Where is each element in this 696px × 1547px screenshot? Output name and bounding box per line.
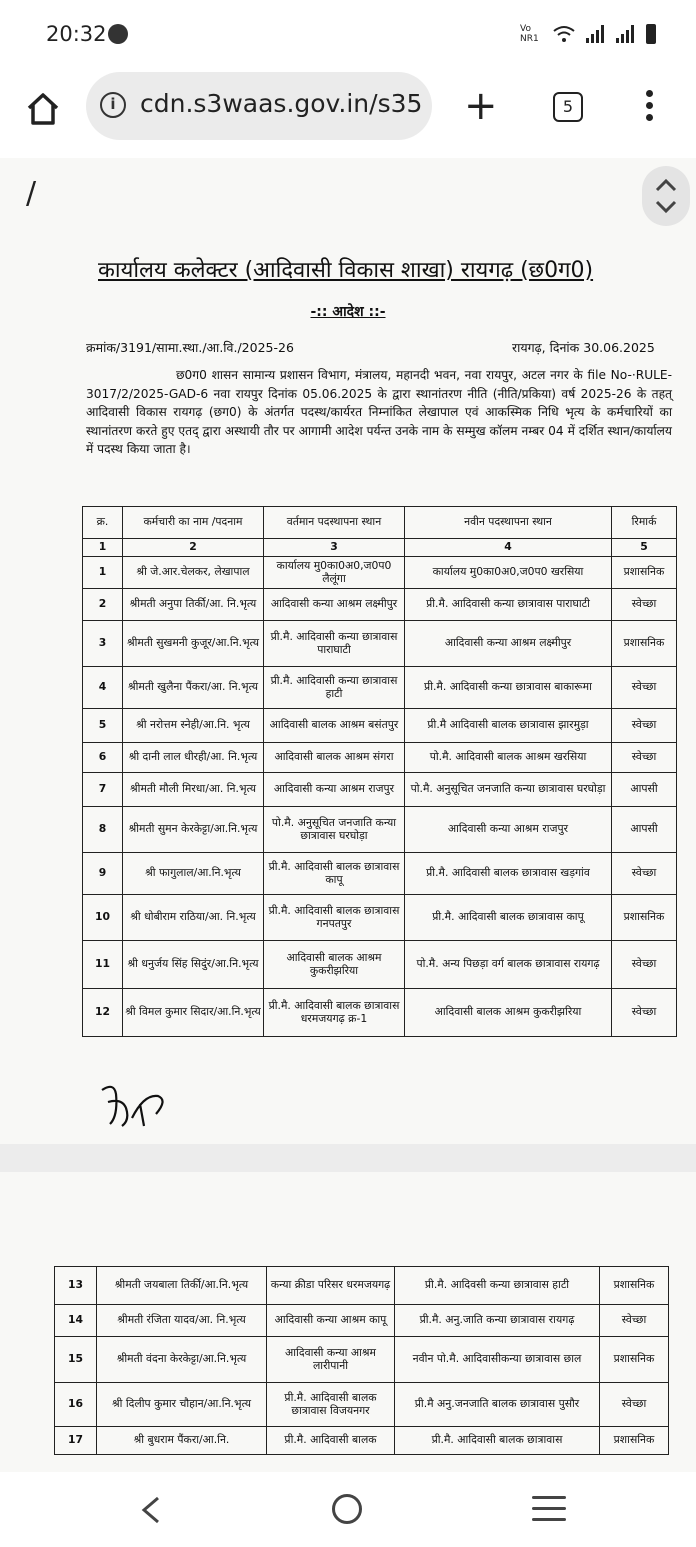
header-cell: नवीन पदस्थापना स्थान: [405, 507, 612, 539]
table-cell: श्री नरोत्तम स्नेही/आ.नि. भृत्य: [123, 709, 264, 743]
table-row: [83, 853, 677, 895]
table-cell: स्वेच्छा: [600, 1305, 669, 1337]
order-body-text: छ0ग0 शासन सामान्य प्रशासन विभाग, मंत्रालय, महानदी भवन, नवा रायपुर, अटल नगर के file No-·RULE-3017/2/2025-GAD-6 नवा रायपुर दिनांक 05.06.2025 के द्वारा स्थानांतरण नीति (नीति/प्रकिया) वर्ष 2025-26 के तहत् आदिवासी विकास रायगढ़ (छग0) के अंतर्गत पदस्थ/कार्यरत निम्नांकित लेखापाल एवं आकस्मिक निधि भृत्य के कर्मचारियों का स्थानांतरण करते हुए एतद् द्वारा अस्थायी तौर पर आगामी आदेश पर्यन्त उनके नाम के सम्मुख कॉलम नम्बर 04 में दर्शित स्थान/कार्यालय में पदस्थ किया जाता है।: [86, 368, 672, 457]
table-cell: 11: [83, 941, 123, 989]
clock: 20:32: [46, 22, 107, 46]
table-cell: श्रीमती जयबाला तिर्की/आ.नि.भृत्य: [97, 1267, 267, 1305]
table-cell: प्रशासनिक: [612, 895, 677, 941]
column-number: 2: [123, 539, 264, 557]
table-cell: 15: [55, 1337, 97, 1383]
table-row: [83, 557, 677, 589]
header-cell: क्र.: [83, 507, 123, 539]
table-cell: आदिवासी बालक आश्रम कुकरीझरिया: [264, 941, 405, 989]
table-cell: आपसी: [612, 807, 677, 853]
table-row: [55, 1267, 669, 1305]
table-cell: प्रशासनिक: [600, 1267, 669, 1305]
table-cell: श्रीमती अनुपा तिर्की/आ. नि.भृत्य: [123, 589, 264, 621]
table-cell: प्री.मै. आदिवासी बालक छात्रावास कापू: [405, 895, 612, 941]
table-cell: आदिवासी कन्या आश्रम लक्ष्मीपुर: [264, 589, 405, 621]
address-bar[interactable]: [86, 72, 432, 140]
recent-apps-icon[interactable]: [532, 1496, 566, 1522]
battery-icon: [646, 24, 656, 44]
table-cell: आपसी: [612, 773, 677, 807]
table-cell: 3: [83, 621, 123, 667]
status-bar: [0, 0, 696, 70]
url-text[interactable]: cdn.s3waas.gov.in/s35: [140, 89, 423, 118]
table-cell: प्री.मै. आदिवासी कन्या छात्रावास हाटी: [264, 667, 405, 709]
table-cell: श्रीमती मौली मिरधा/आ. नि.भृत्य: [123, 773, 264, 807]
table-cell: प्री.मै. अनु.जाति कन्या छात्रावास रायगढ़: [395, 1305, 600, 1337]
table-cell: कन्या क्रीडा परिसर धरमजयगढ़: [267, 1267, 395, 1305]
signal-icon-2: [616, 25, 636, 43]
signature: [96, 1074, 186, 1134]
table-row: [83, 941, 677, 989]
table-cell: पो.मै. आदिवासी बालक आश्रम खरसिया: [405, 743, 612, 773]
table-cell: पो.मै. अन्य पिछड़ा वर्ग बालक छात्रावास रायगढ़: [405, 941, 612, 989]
header-cell: वर्तमान पदस्थापना स्थान: [264, 507, 405, 539]
table-cell: प्रशासनिक: [600, 1337, 669, 1383]
table-cell: आदिवासी कन्या आश्रम कापू: [267, 1305, 395, 1337]
table-cell: स्वेच्छा: [612, 989, 677, 1037]
table-cell: 12: [83, 989, 123, 1037]
table-cell: स्वेच्छा: [612, 743, 677, 773]
table-cell: आदिवासी बालक आश्रम संगरा: [264, 743, 405, 773]
column-number: 1: [83, 539, 123, 557]
column-number-row: [83, 539, 677, 557]
table-cell: श्री फागुलाल/आ.नि.भृत्य: [123, 853, 264, 895]
table-cell: 7: [83, 773, 123, 807]
table-cell: 8: [83, 807, 123, 853]
table-cell: प्री.मै. आदिवासी बालक छात्रावास गनपतपुर: [264, 895, 405, 941]
table-row: [55, 1427, 669, 1455]
table-cell: स्वेच्छा: [612, 667, 677, 709]
table-cell: आदिवासी कन्या आश्रम राजपुर: [264, 773, 405, 807]
table-cell: स्वेच्छा: [612, 941, 677, 989]
table-cell: श्री दिलीप कुमार चौहान/आ.नि.भृत्य: [97, 1383, 267, 1427]
table-cell: श्रीमती खुलैना पैंकरा/आ. नि.भृत्य: [123, 667, 264, 709]
wifi-icon: [552, 24, 576, 44]
table-cell: आदिवासी कन्या आश्रम लक्ष्मीपुर: [405, 621, 612, 667]
reference-number: क्रमांक/3191/सामा.स्था./आ.वि./2025-26: [86, 340, 294, 355]
table-cell: श्री विमल कुमार सिदार/आ.नि.भृत्य: [123, 989, 264, 1037]
table-cell: आदिवासी बालक आश्रम बसंतपुर: [264, 709, 405, 743]
table-cell: 2: [83, 589, 123, 621]
table-cell: प्री.मै अनु.जनजाति बालक छात्रावास पुसौर: [395, 1383, 600, 1427]
browser-toolbar: [0, 70, 696, 159]
table-cell: श्रीमती रंजिता यादव/आ. नि.भृत्य: [97, 1305, 267, 1337]
table-header-row: [83, 507, 677, 539]
back-icon[interactable]: [138, 1494, 164, 1526]
table-cell: प्रशासनिक: [612, 557, 677, 589]
table-cell: प्री.मै. आदिवासी बालक छात्रावास: [395, 1427, 600, 1455]
order-title: -:: आदेश ::-: [310, 304, 386, 320]
table-cell: प्री.मै. आदिवासी बालक छात्रावास धरमजयगढ़ क्र-1: [264, 989, 405, 1037]
scroll-handle[interactable]: [642, 166, 690, 226]
chevron-up-down-icon: [642, 166, 690, 226]
table-cell: श्री धनुर्जय सिंह सिदुंर/आ.नि.भृत्य: [123, 941, 264, 989]
table-cell: श्री जे.आर.चेलकर, लेखापाल: [123, 557, 264, 589]
transfer-table-continued: [54, 1266, 669, 1455]
table-row: [55, 1305, 669, 1337]
table-cell: 16: [55, 1383, 97, 1427]
reference-date: रायगढ़, दिनांक 30.06.2025: [512, 340, 655, 355]
table-cell: प्री.मै. आदिवासी बालक: [267, 1427, 395, 1455]
table-cell: 10: [83, 895, 123, 941]
pen-mark: /: [26, 176, 37, 211]
table-cell: स्वेच्छा: [612, 853, 677, 895]
more-options-icon[interactable]: [644, 90, 654, 128]
header-cell: कर्मचारी का नाम /पदनाम: [123, 507, 264, 539]
column-number: 4: [405, 539, 612, 557]
home-icon[interactable]: [24, 90, 62, 128]
table-cell: 1: [83, 557, 123, 589]
table-cell: 13: [55, 1267, 97, 1305]
table-row: [83, 709, 677, 743]
table-cell: प्री.मै. आदिवासी कन्या छात्रावास बाकारूमा: [405, 667, 612, 709]
table-row: [55, 1337, 669, 1383]
table-cell: प्री.मै. आदिवासी बालक छात्रावास विजयनगर: [267, 1383, 395, 1427]
table-cell: 14: [55, 1305, 97, 1337]
table-row: [83, 807, 677, 853]
table-cell: श्रीमती सुमन केरकेट्टा/आ.नि.भृत्य: [123, 807, 264, 853]
transfer-table: [82, 506, 677, 1037]
status-icons: [520, 24, 656, 44]
table-cell: स्वेच्छा: [612, 709, 677, 743]
table-row: [83, 895, 677, 941]
table-row: [83, 773, 677, 807]
table-cell: प्री.मै. आदिवासी बालक छात्रावास खड़गांव: [405, 853, 612, 895]
tab-switcher-button[interactable]: 5: [553, 92, 583, 122]
table-cell: श्रीमती सुखमनी कुजूर/आ.नि.भृत्य: [123, 621, 264, 667]
table-cell: पो.मै. अनुसूचित जनजाति कन्या छात्रावास घरघोड़ा: [264, 807, 405, 853]
table-cell: श्री दानी लाल धीरही/आ. नि.भृत्य: [123, 743, 264, 773]
table-row: [83, 589, 677, 621]
column-number: 5: [612, 539, 677, 557]
table-cell: प्री.मै आदिवासी बालक छात्रावास झारमुड़ा: [405, 709, 612, 743]
table-cell: कार्यालय मु0का0अ0,ज0प0 खरसिया: [405, 557, 612, 589]
new-tab-button[interactable]: +: [464, 83, 498, 129]
table-cell: पो.मै. अनुसूचित जनजाति कन्या छात्रावास घरघोड़ा: [405, 773, 612, 807]
column-number: 3: [264, 539, 405, 557]
table-row: [83, 667, 677, 709]
document-page-2: [0, 1172, 696, 1472]
table-cell: आदिवासी कन्या आश्रम राजपुर: [405, 807, 612, 853]
table-cell: प्रशासनिक: [600, 1427, 669, 1455]
table-cell: स्वेच्छा: [600, 1383, 669, 1427]
table-cell: 9: [83, 853, 123, 895]
table-cell: 17: [55, 1427, 97, 1455]
table-row: [83, 743, 677, 773]
table-cell: प्री.मै. आदिवासी बालक छात्रावास कापू: [264, 853, 405, 895]
office-title: कार्यालय कलेक्टर (आदिवासी विकास शाखा) रायगढ़ (छ0ग0): [98, 258, 594, 283]
home-nav-icon[interactable]: [332, 1494, 362, 1524]
table-cell: कार्यालय मु0का0अ0,ज0प0 लैलूंगा: [264, 557, 405, 589]
table-cell: श्रीमती वंदना केरकेट्टा/आ.नि.भृत्य: [97, 1337, 267, 1383]
table-cell: 6: [83, 743, 123, 773]
table-cell: श्री बुधराम पैंकरा/आ.नि.: [97, 1427, 267, 1455]
table-cell: श्री धोबीराम राठिया/आ. नि.भृत्य: [123, 895, 264, 941]
table-cell: प्री.मै. आदिवासी कन्या छात्रावास पाराघाटी: [405, 589, 612, 621]
table-cell: 4: [83, 667, 123, 709]
table-cell: नवीन पो.मै. आदिवासीकन्या छात्रावास छाल: [395, 1337, 600, 1383]
navigation-bar: [0, 1472, 696, 1547]
table-row: [55, 1383, 669, 1427]
table-row: [83, 621, 677, 667]
table-cell: प्रशासनिक: [612, 621, 677, 667]
site-info-icon[interactable]: i: [100, 92, 126, 118]
table-cell: 5: [83, 709, 123, 743]
network-type-label: Vo NR1: [520, 24, 539, 44]
table-cell: प्री.मै. आदिवसी कन्या छात्रावास हाटी: [395, 1267, 600, 1305]
signal-icon: [586, 25, 606, 43]
table-cell: आदिवासी बालक आश्रम कुकरीझरिया: [405, 989, 612, 1037]
table-cell: स्वेच्छा: [612, 589, 677, 621]
header-cell: रिमार्क: [612, 507, 677, 539]
table-cell: प्री.मै. आदिवासी कन्या छात्रावास पाराघाटी: [264, 621, 405, 667]
document-page-1: [0, 158, 696, 1144]
table-cell: आदिवासी कन्या आश्रम लारीपानी: [267, 1337, 395, 1383]
do-not-disturb-icon: [108, 24, 128, 44]
table-row: [83, 989, 677, 1037]
